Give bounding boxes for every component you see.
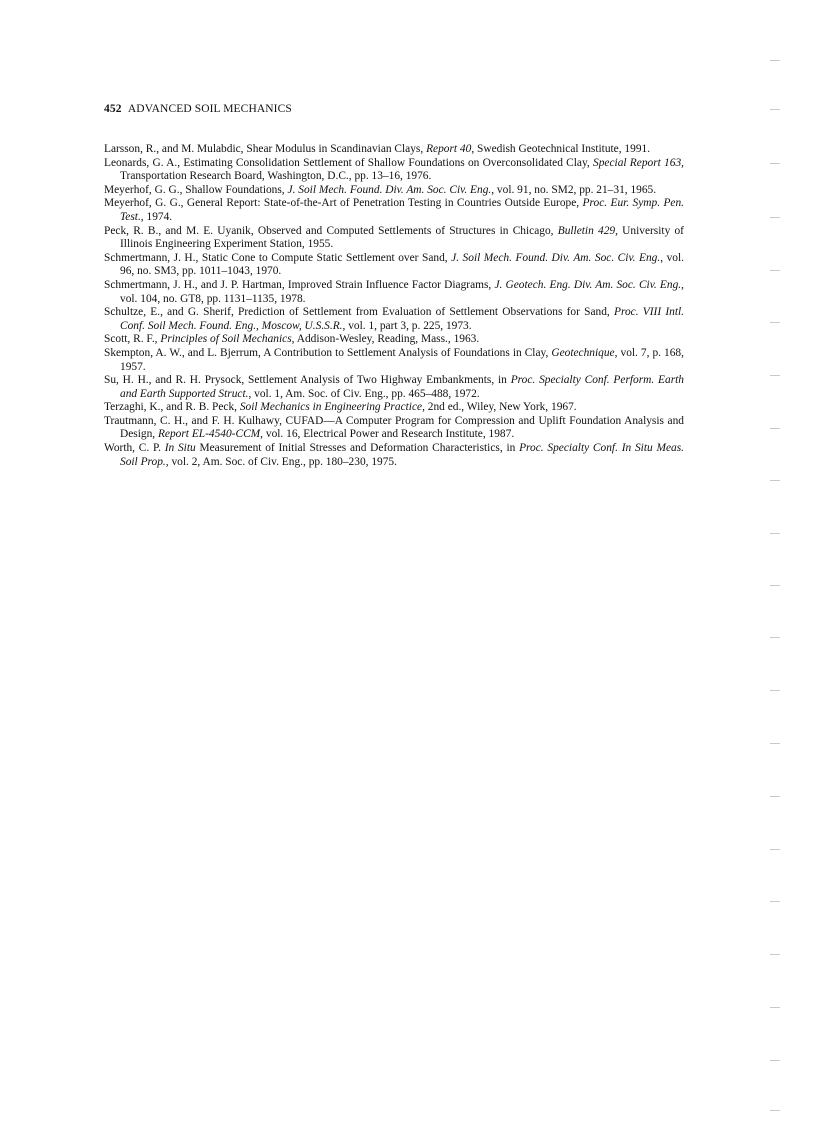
scan-mark (770, 1007, 780, 1008)
reference-segment: , vol. 91, no. SM2, pp. 21–31, 1965. (491, 183, 657, 196)
reference-segment: , vol. 7, p. 168, 1957. (120, 346, 684, 373)
reference-italic-segment: Proc. VIII Intl. Conf. Soil Mech. Found. Eng., Moscow, U.S.S.R. (120, 306, 685, 332)
running-head-title: ADVANCED SOIL MECHANICS (127, 103, 292, 115)
scan-mark (770, 322, 780, 323)
reference-italic-segment: Report EL-4540-CCM (157, 428, 261, 441)
reference-italic-segment: Bulletin 429 (557, 224, 616, 237)
reference-entry (104, 157, 684, 184)
reference-segment: , Addison-Wesley, Reading, Mass., 1963. (291, 333, 480, 346)
scan-mark (770, 901, 780, 902)
reference-segment: Terzaghi, K., and R. B. Peck, (104, 401, 240, 414)
reference-segment: , vol. 104, no. GT8, pp. 1131–1135, 1978. (120, 278, 684, 305)
scan-mark (770, 270, 780, 271)
reference-segment: , 2nd ed., Wiley, New York, 1967. (422, 401, 577, 414)
reference-entry (104, 333, 684, 347)
reference-segment: Skempton, A. W., and L. Bjerrum, A Contribution to Settlement Analysis of Foundations in Clay, (104, 346, 552, 359)
reference-segment: Scott, R. F., (104, 333, 161, 346)
reference-italic-segment: Geotechnique (551, 346, 615, 359)
reference-segment: Worth, C. P. (104, 442, 165, 455)
reference-italic-segment: Soil Mechanics in Engineering Practice (239, 401, 423, 414)
reference-italic-segment: J. Geotech. Eng. Div. Am. Soc. Civ. Eng. (494, 278, 682, 291)
reference-entry (104, 143, 684, 157)
reference-italic-segment: J. Soil Mech. Found. Div. Am. Soc. Civ. Eng. (451, 251, 661, 264)
scan-mark (770, 60, 780, 61)
reference-entry (104, 279, 684, 306)
reference-segment: Leonards, G. A., Estimating Consolidation Settlement of Shallow Foundations on Overconsolidated Clay, (104, 156, 594, 169)
reference-entry (104, 252, 684, 279)
scan-mark (770, 637, 780, 638)
reference-segment: , vol. 96, no. SM3, pp. 1011–1043, 1970. (120, 251, 684, 278)
reference-segment: Meyerhof, G. G., Shallow Foundations, (104, 183, 288, 196)
reference-segment: , Swedish Geotechnical Institute, 1991. (471, 143, 651, 155)
reference-entry (104, 225, 684, 252)
page-number: 452 (104, 103, 122, 115)
reference-segment: Schmertmann, J. H., and J. P. Hartman, Improved Strain Influence Factor Diagrams, (104, 278, 495, 291)
reference-segment: Meyerhof, G. G., General Report: State-of-the-Art of Penetration Testing in Countries Outside Europe, (104, 197, 583, 210)
reference-italic-segment: Proc. Eur. Symp. Pen. Test. (120, 197, 685, 223)
running-head (104, 103, 292, 115)
reference-entry (104, 347, 684, 374)
scan-mark (770, 1110, 780, 1111)
reference-entry (104, 197, 684, 224)
reference-italic-segment: Proc. Specialty Conf. Perform. Earth and Earth Supported Struct. (120, 374, 684, 400)
reference-italic-segment: Special Report 163 (593, 156, 682, 169)
reference-segment: , University of Illinois Engineering Experiment Station, 1955. (120, 224, 684, 251)
reference-entry (104, 415, 684, 442)
reference-segment: , vol. 1, Am. Soc. of Civ. Eng., pp. 465–488, 1972. (248, 387, 480, 400)
scan-mark (770, 954, 780, 955)
reference-entry (104, 184, 684, 198)
reference-segment: Trautmann, C. H., and F. H. Kulhawy, CUFAD—A Computer Program for Compression and Uplift Foundation Analysis and Design, (104, 414, 684, 441)
reference-segment: , vol. 1, part 3, p. 225, 1973. (342, 319, 472, 332)
reference-segment: Measurement of Initial Stresses and Deformation Characteristics, in (195, 442, 520, 455)
reference-entry (104, 442, 684, 469)
reference-italic-segment: J. Soil Mech. Found. Div. Am. Soc. Civ. Eng. (287, 183, 492, 196)
scan-mark (770, 849, 780, 850)
scan-mark (770, 533, 780, 534)
scan-mark (770, 163, 780, 164)
reference-segment: , vol. 2, Am. Soc. of Civ. Eng., pp. 180–230, 1975. (165, 455, 397, 468)
reference-segment: , 1974. (140, 210, 173, 223)
reference-entry (104, 306, 684, 333)
scan-mark (770, 690, 780, 691)
scan-mark (770, 1060, 780, 1061)
scan-mark (770, 743, 780, 744)
reference-italic-segment: In Situ (164, 442, 196, 455)
reference-segment: Schultze, E., and G. Sherif, Prediction of Settlement from Evaluation of Settlement Observations for Sand, (104, 306, 614, 319)
scan-mark (770, 585, 780, 586)
reference-segment: Schmertmann, J. H., Static Cone to Compute Static Settlement over Sand, (104, 251, 452, 264)
reference-segment: Peck, R. B., and M. E. Uyanik, Observed and Computed Settlements of Structures in Chicago, (104, 224, 558, 237)
reference-entry (104, 401, 684, 415)
scan-mark (770, 428, 780, 429)
reference-italic-segment: Proc. Specialty Conf. In Situ Meas. Soil Prop. (120, 442, 684, 468)
reference-segment: , vol. 16, Electrical Power and Research Institute, 1987. (260, 428, 515, 441)
scan-mark (770, 375, 780, 376)
scan-mark (770, 217, 780, 218)
scan-mark (770, 480, 780, 481)
reference-segment: Larsson, R., and M. Mulabdic, Shear Modulus in Scandinavian Clays, (104, 143, 427, 155)
reference-segment: , Transportation Research Board, Washington, D.C., pp. 13–16, 1976. (120, 156, 684, 183)
reference-entry (104, 374, 684, 401)
reference-list (104, 143, 684, 469)
scan-mark (770, 796, 780, 797)
reference-segment: Su, H. H., and R. H. Prysock, Settlement Analysis of Two Highway Embankments, in (104, 374, 511, 387)
reference-italic-segment: Report 40 (426, 143, 472, 155)
scan-mark (770, 109, 780, 110)
reference-italic-segment: Principles of Soil Mechanics (160, 333, 292, 346)
